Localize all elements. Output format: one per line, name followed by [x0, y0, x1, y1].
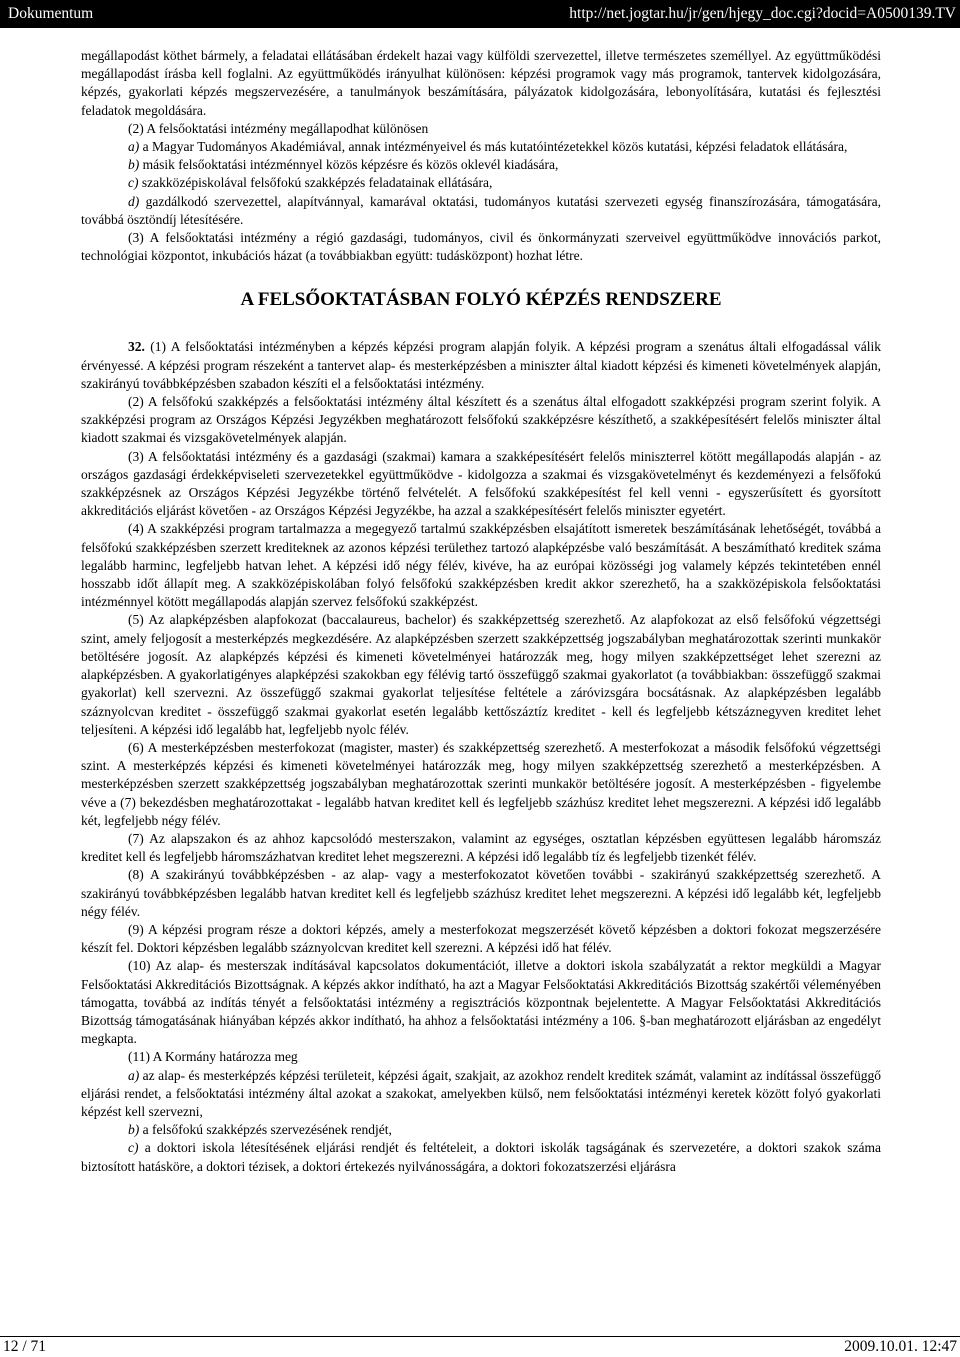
- browser-print-footer: [0, 1336, 960, 1357]
- s31-2-item-a: a) a Magyar Tudományos Akadémiával, annak intézményeivel és más kutatóintézetekkel közös kutatási, képzési feladatok ellátására,: [128, 139, 848, 155]
- s32-11-item-c: c) a doktori iskola létesítésének eljárási rendjét és feltételeit, a doktori iskolák tagságának és szervezetére, a doktori szakok száma biztosított hatásköre, a doktori tézisek, a doktori értekezés nyilvánosságára, a doktori fokozatszerzési eljárásra: [81, 1140, 881, 1174]
- s32-11-item-b: b) a felsőfokú szakképzés szervezésének rendjét,: [128, 1122, 392, 1138]
- browser-print-header: [0, 0, 960, 28]
- s31-2-item-b: b) másik felsőoktatási intézménnyel közös képzésre és közös oklevél kiadására,: [128, 157, 559, 173]
- section-number: 32.: [128, 339, 145, 355]
- header-url: http://net.jogtar.hu/jr/gen/hjegy_doc.cgi?docid=A0500139.TV: [569, 5, 956, 22]
- s32-3: (3) A felsőoktatási intézmény és a gazdasági (szakmai) kamara a szakképesítésért felelős miniszterrel kötött megállapodás alapján - az országos gazdasági érdekképviseleti szervezetekkel együttműködve - kidolgozza a szakmai és vizsgakövetelményt és kezdeményezi a felsőfokú szakképzésnek az Országos Képzési Jegyzékbe történő felvételét. A felsőfokú szakképesítést fel kell venni - egyszerűsített és gyorsított akkreditációs eljárást követően - az Országos Képzési Jegyzékbe, ha azzal a szakképesítésért felelős miniszter egyetért.: [81, 448, 881, 519]
- s31-3: (3) A felsőoktatási intézmény a régió gazdasági, tudományos, civil és önkormányzati szerveivel együttműködve innovációs parkot, technológiai központot, inkubációs házat (a továbbiakban együtt: tudásközpont) hozhat létre.: [81, 230, 881, 264]
- s31-2-item-c: c) szakközépiskolával felsőfokú szakképzés feladatainak ellátására,: [128, 175, 493, 191]
- s31-2-item-d: d) gazdálkodó szervezettel, alapítvánnyal, kamarával oktatási, tudományos kutatási szervezeti egység finanszírozására, támogatására, továbbá ösztöndíj létesítésére.: [81, 193, 881, 227]
- document-body: [81, 47, 881, 1176]
- s32-4: (4) A szakképzési program tartalmazza a megegyező tartalmú szakképzésben elsajátított ismeretek beszámításának lehetőségét, továbbá a felsőfokú szakképzésben szerzett krediteknek az azonos képzési területhez tartozó alapképzésbe való beszámítását. A beszámítható kreditek száma legalább harminc, legfeljebb hatvan lehet. A képzési idő négy félév, kivéve, ha az európai közösségi jog valamely képzés tekintetében ennél hosszabb időt állapít meg. A szakközépiskolában folyó felsőfokú szakképzésben kredit akkor szerezhető, ha a szakközépiskola felsőoktatási intézménnyel kötött megállapodás alapján szervez felsőfokú szakképzést.: [81, 521, 881, 610]
- page-counter: 12 / 71: [3, 1338, 47, 1355]
- s32-1: 32. (1) A felsőoktatási intézményben a képzés képzési program alapján folyik. A képzési program a szenátus általi elfogadással válik érvényessé. A képzési program részeként a tantervet alap- és mesterképzésben a miniszter által kiadott képzési és kimeneti követelmények alapján, szakirányú továbbképzésben szabadon készíti el a felsőoktatási intézmény.: [81, 339, 881, 391]
- s32-5: (5) Az alapképzésben alapfokozat (baccalaureus, bachelor) és szakképzettség szerezhető. Az alapfokozat az első felsőfokú végzettségi szint, amely feljogosít a mesterképzés megkezdésére. Az alapképzésben szerzett szakképzettség jogszabályban meghatározottak szerinti munkakör betöltésére jogosít. Az alapképzés képzési és kimeneti követelményei határozzák meg, hogy milyen szakképzettséget lehet szerezni az alapképzésben. A gyakorlatigényes alapképzési szakokban egy félévig tartó összefüggő szakmai gyakorlatot (a továbbiakban: összefüggő szakmai gyakorlat) kell szervezni. Az összefüggő szakmai gyakorlat teljesítése feltétele a záróvizsgára bocsátásnak. Az alapképzésben legalább száznyolcvan kreditet - összefüggő szakmai gyakorlat esetén legalább kettőszáztíz kreditet - kell és legfeljebb kétszáznegyven kreditet lehet teljesíteni. A képzési idő legalább hat, legfeljebb nyolc félév.: [81, 612, 881, 737]
- s32-8: (8) A szakirányú továbbképzésben - az alap- vagy a mesterfokozatot követően további - szakirányú szakképzettség szerezhető. A szakirányú továbbképzésben legalább hatvan kreditet kell és legfeljebb százhúsz kreditet lehet megszerezni. A képzési idő legalább két, legfeljebb négy félév.: [81, 867, 881, 919]
- header-doc-label: Dokumentum: [8, 5, 94, 22]
- print-timestamp: 2009.10.01. 12:47: [844, 1338, 957, 1355]
- s31-2-intro: (2) A felsőoktatási intézmény megállapodhat különösen: [128, 120, 429, 136]
- paragraph-cont: megállapodást köthet bármely, a feladatai ellátásában érdekelt hazai vagy külföldi szervezettel, illetve természetes személlyel. Az együttműködési megállapodást írásba kell foglalni. Az együttműködés irányulhat különösen: képzési programok vagy más programok, tantervek kidolgozására, képzés, gyakorlati képzés megszervezésére, a tanulmányok beszámítására, pályázatok kidolgozására, lebonyolítására, kutatási és fejlesztési feladatok megoldására.: [81, 48, 881, 118]
- s32-2: (2) A felsőfokú szakképzés a felsőoktatási intézmény által készített és a szenátus által elfogadott szakképzési program szerint folyik. A szakképzési program az Országos Képzési Jegyzékben meghatározott felsőfokú szakképzésre készíthető, a szakképesítésért felelős miniszter által kiadott szakmai és vizsgakövetelmények alapján.: [81, 394, 881, 446]
- s32-6: (6) A mesterképzésben mesterfokozat (magister, master) és szakképzettség szerezhető. A mesterfokozat a második felsőfokú végzettségi szint. A mesterképzés képzési és kimeneti követelményei határozzák meg, hogy milyen szakképzettség szerezhető a mesterképzésben. A mesterképzésben szerzett szakképzettség jogszabályban meghatározottak szerinti munkakör betöltésére jogosít. A mesterképzésben - figyelembe véve a (7) bekezdésben meghatározottakat - legalább hatvan kreditet kell és legfeljebb százhúsz kreditet lehet megszerezni. A képzési idő legalább két, legfeljebb négy félév.: [81, 739, 881, 828]
- s32-11-item-a: a) az alap- és mesterképzés képzési területeit, képzési ágait, szakjait, az azokhoz rendelt kreditek számát, valamint az indítással összefüggő eljárási rendet, a felsőoktatási intézmény által azokat a szakokat, amelyekben külső, nem felsőoktatási intézményi keretek között folyó gyakorlati képzést kell szervezni,: [81, 1067, 881, 1119]
- s32-11: (11) A Kormány határozza meg: [128, 1049, 298, 1065]
- s32-7: (7) Az alapszakon és az ahhoz kapcsolódó mesterszakon, valamint az egységes, osztatlan képzésben együttesen legalább háromszáz kreditet kell és legfeljebb háromszázhatvan kreditet lehet megszerezni. A képzési idő legalább tíz és legfeljebb tizenkét félév.: [81, 830, 881, 865]
- s32-9: (9) A képzési program része a doktori képzés, amely a mesterfokozat megszerzését követő képzésben a doktori fokozat megszerzésére készít fel. Doktori képzésben legalább száznyolcvan kreditet kell szerezni. A képzési idő hat félév.: [81, 921, 881, 956]
- chapter-heading: A FELSŐOKTATÁSBAN FOLYÓ KÉPZÉS RENDSZERE: [240, 289, 722, 311]
- s32-10: (10) Az alap- és mesterszak indításával kapcsolatos dokumentációt, illetve a doktori iskola szabályzatát a rektor megküldi a Magyar Felsőoktatási Akkreditációs Bizottságnak. A képzés akkor indítható, ha azt a Magyar Felsőoktatási Akkreditációs Bizottság szakértői véleményében támogatta, továbbá az indítás tényét a felsőoktatási intézmény a regisztrációs központnak bejelentette. A Magyar Felsőoktatási Akkreditációs Bizottság támogatásának hiányában képzés akkor indítható, ha ahhoz a felsőoktatási intézmény a 106. §-ban meghatározott eljárásban az engedélyt megkapta.: [81, 958, 881, 1047]
